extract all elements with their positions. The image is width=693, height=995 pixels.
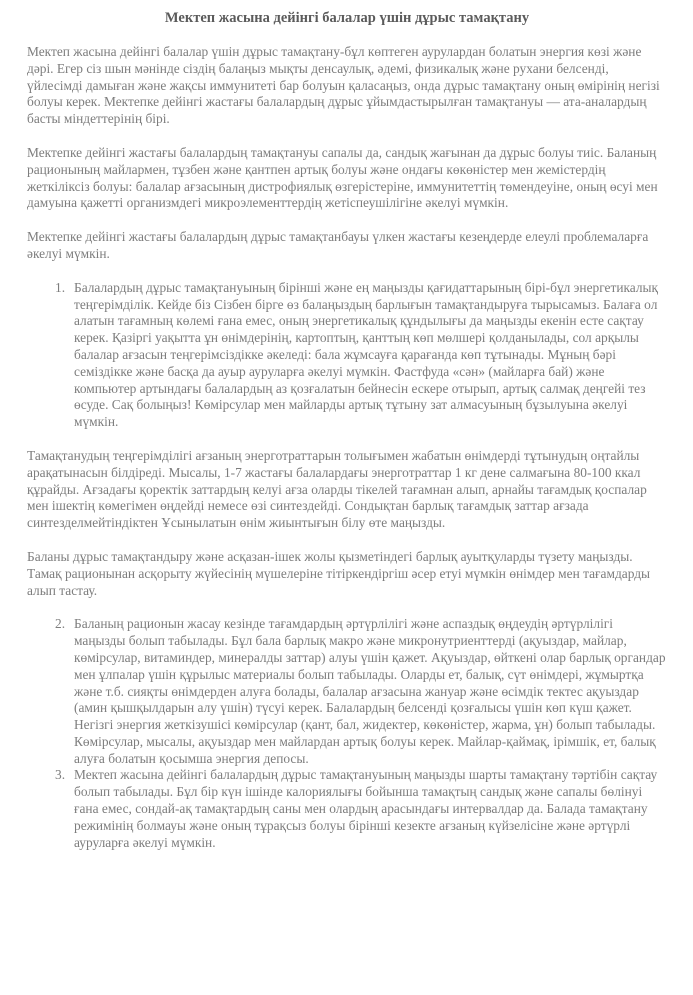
list-item-text: Мектеп жасына дейінгі балалардың дұрыс тамақтануының маңызды шарты тамақтану тәртібін сақтау болып табылады. Бұл бір күн ішінде калориялығы бойынша тамақтың сандық және сапалы бөлінуі ғана емес, сондай-ақ тамақтардың саны мен олардың арасындағы интервалдар да. Балада тамақтану режимінің болмауы және оның тұрақсыз болуы бірінші кезекте ағзаның күйзелісіне және әртүрлі ауруларға әкелуі мүмкін.	[74, 767, 658, 850]
list-item	[55, 616, 667, 767]
page-title: Мектеп жасына дейінгі балалар үшін дұрыс тамақтану	[164, 10, 530, 26]
list-item	[55, 280, 667, 431]
list-item-number: 3.	[55, 767, 66, 783]
paragraph-intro: Мектеп жасына дейінгі балалар үшін дұрыс тамақтану-бұл көптеген аурулардан болатын энергия көзі және дәрі. Егер сіз шын мәнінде сіздің балаңыз мықты денсаулық, әдемі, физикалық және рухани белсенді, үйлесімді дамыған және жақсы иммунитеті бар болуын қаласаңыз, онда дұрыс тамақтану оның өмірінің негізі болуы керек. Мектепке дейінгі жастағы балалардың дұрыс ұйымдастырылған тамақтануы — ата-аналардың басты міндеттерінің бірі.	[27, 44, 660, 127]
list-item-number: 1.	[55, 279, 66, 295]
paragraph-digestion: Баланы дұрыс тамақтандыру және асқазан-ішек жолы қызметіндегі барлық ауытқуларды түзету маңызды. Тамақ рационынан асқорыту жүйесінің мүшелеріне тітіркендіргіш әсер етуі мүмкін өнімдер мен тағамдарды алып тастау.	[27, 548, 651, 598]
paragraph-balance: Тамақтанудың теңгерімділігі ағзаның энерготраттарын толығымен жабатын өнімдерді тұтынудың оңтайлы арақатынасын білдіреді. Мысалы, 1-7 жастағы балалардағы энерготраттар 1 кг дене салмағына 80-100 ккал құрайды. Ағзадағы қоректік заттардың келуі ағза оларды тікелей тағамнан алып, арнайы тағамдық қоспалар мен ішектің көмегімен өңдейді немесе өзі синтездейді. Сондықтан барлық тағамдық заттар ағзада синтезделмейтіндіктен Ұсынылатын өнім жиынтығын білу өте маңызды.	[27, 447, 647, 531]
numbered-list-first	[27, 280, 667, 431]
list-item-text: Баланың рационын жасау кезінде тағамдардың әртүрлілігі және аспаздық өңдеудің әртүрлілігі маңызды болып табылады. Бұл бала барлық макро және микронутриенттерді (ақуыздар, майлар, көмірсулар, витаминдер, минералды заттар) алуы үшін қажет. Ақуыздар, өйткені олар барлық органдар мен ұлпалар үшін құрылыс материалы болып табылады. Оларды ет, балық, сүт өнімдері, жұмыртқа және т.б. сияқты өнімдерден алуға болады, балалар ағзасына жануар және өсімдік тектес ақуыздар (амин қышқылдарын алу үшін) түсуі керек. Балалардың белсенді қозғалысы үшін көп күш қажет. Негізгі энергия жеткізушісі көмірсулар (қант, бал, жидектер, көкөністер, жарма, ұн) болып табылады. Көмірсулар, мысалы, ақуыздар мен майлардан артық болуы керек. Майлар-қаймақ, ірімшік, ет, балық алуға болатын қосымша энергия депосы.	[74, 616, 666, 766]
numbered-list-second	[27, 616, 667, 851]
paragraph-quality: Мектепке дейінгі жастағы балалардың тамақтануы сапалы да, сандық жағынан да дұрыс болуы тиіс. Баланың рационының майлармен, тұзбен және қантпен артық болуы және ондағы көкөністер мен жемістердің жеткіліксіз болуы: балалар ағзасының дистрофиялық өзгерістеріне, иммунитеттің төмендеуіне, оның өсуі мен дамуына қажетті организмдегі микроэлементтердің жетіспеушілігіне әкелуі мүмкін.	[27, 144, 658, 211]
list-item-number: 2.	[55, 616, 66, 632]
paragraph-problems: Мектепке дейінгі жастағы балалардың дұрыс тамақтанбауы үлкен жастағы кезеңдерде елеулі проблемаларға әкелуі мүмкін.	[27, 229, 649, 261]
list-item	[55, 767, 667, 851]
list-item-text: Балалардың дұрыс тамақтануының бірінші және ең маңызды қағидаттарының бірі-бұл энергетикалық теңгерімділік. Кейде біз Сізбен бірге өз балаңыздың барлығын тамақтандыруға тырысамыз. Балаға ол алатын тағамның көлемі ғана емес, оның энергетикалық құндылығы да маңызды екенін есте сақтау керек. Қазіргі уақытта ұн өнімдерінің, картоптың, қанттың көп мөлшері қолданылады, сол арқылы балалар ағзасын теңгерімсіздікке әкеледі: бала жұмсауға қарағанда көп тұтынады. Мұның бәрі семіздікке және басқа да ауыр ауруларға әкелуі мүмкін. Фастфуда «сән» (майларға бай) және компьютер артындағы балалардың аз қозғалатын бейнесін ескере отырып, артық салмақ деңгейі тез өсуде. Сақ болыңыз! Көмірсулар мен майларды артық тұтыну зат алмасуының бұзылуына әкелуі мүмкін.	[74, 279, 659, 430]
